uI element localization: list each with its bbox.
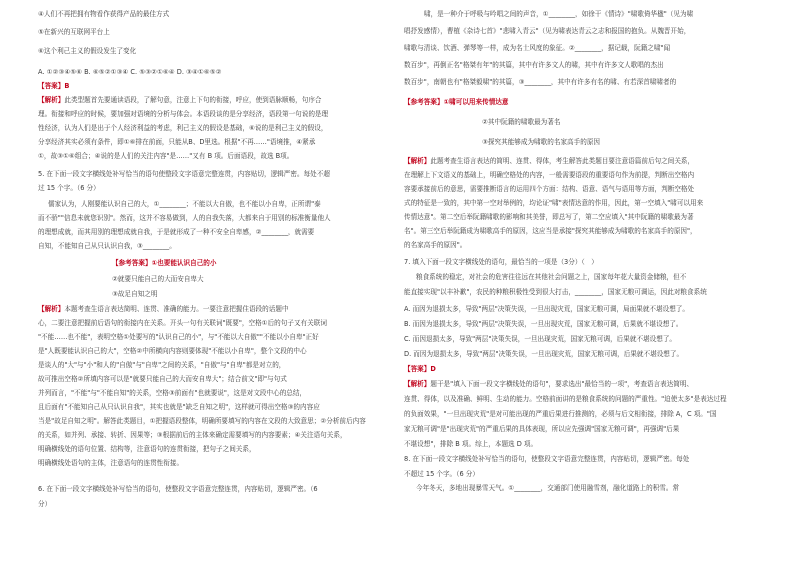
right-col-line: 数百步"，再倒正名"格桀有年"的其篇，其中有许多文人的啸，其中有许多文人歌唱的杰出 [404,61,664,69]
left-col-line: 分享经济其实必须有条件，即①⑥排在前面，只能从B、D里选。根据"不再……"语境推，④紧承 [38,138,316,146]
left-col-line: ①，故③①⑥组合；④说的是人们的关注内容"是……"又有 B 项。后面语段，故选 B项。 [38,152,294,160]
left-col-line: 【解析】此类型题首先要通读语段，了解句意，注意上下句的衔接，呼应，使到语脉顺畅，句序合 [38,96,322,104]
right-col-line: 的负面效果，"一旦出现灾荒"是对可能出现的严重后果进行推测的，必须与后文相衔接，排除 A，C 项。"国 [404,410,717,418]
left-col-line: 故可推出空格②所填内容可以是"就要只能自己的大而安自卑大"；结合前文"即"与句式 [38,375,287,383]
left-col-line: ⑥这个利己主义的假设发生了变化 [38,47,137,55]
right-col-line: 数百步"，南朝也有"格桀毅啸"的其篇，③________，其中有许多有名的啸、有若深首啸啸者的 [404,78,677,86]
left-col-line: 5. 在下面一段文字横线处补写恰当的语句使整段文字语意完整连贯，内容贴切，逻辑严密。每处不超 [38,170,330,178]
left-col-line: 分） [38,500,52,508]
left-col-line: A. ①②③④⑤⑥ B. ⑥⑤②①③④ C. ⑤③②①⑥④ D. ③④①⑥⑤② [38,68,222,76]
left-col-line: 理。衔接和呼应的时候，要加强对语境的分析与体会。本语段谈的是分享经济，语段第一句说的是理 [38,110,329,118]
right-col-line: 啸，是一种介于呼吸与吟唱之间的声音，①________，如徐干《情诗》"啸歌倚华楹"（见为啸 [424,10,694,18]
left-col-line: 【答案】B [38,82,70,90]
right-col-line: 不堪设想"，排除 B 项。综上，本题选 D 项。 [404,440,538,448]
left-col-line: 明确横线处语句的主体，注意语句的连贯性衔接。 [38,459,184,467]
right-col-line: ②其中阮籍的啸歌最为著名 [482,118,561,126]
right-col-line: 不超过 15 个字。（6 分） [404,470,479,478]
right-col-line: 8. 在下面一段文字横线处补写恰当的语句，使整段文字语意完整连贯，内容贴切，逻辑严密。每处 [404,455,690,463]
left-col-line: 【参考答案】①也要能认识自己的小 [112,259,217,267]
right-col-line: 容要承接前后的意思，需要推断语言的运用四个方面：结构、语意、语气与语用等方面，判断空格处 [404,185,695,193]
right-col-line: 7. 填入下面一段文字横线处的语句，最恰当的一项是（3分）（ ） [404,258,598,266]
right-col-line: A. 而因为退损太多，导致"两层"决策失误，一旦出现灾荒，国家无粮可调，局面果就不堪设想了。 [404,305,689,313]
left-col-line: ⑤在新兴的互联网平台上 [38,28,110,36]
right-col-line: 家无粮可调"是"出现灾荒"的严重后果的具体表现，所以应先强调"国家无粮可调"，再强调"后果 [404,425,680,433]
right-col-line: 式的特征是一致的，其中第一空对举例的，均论证"啸"表情达意的作用，因此，第一空填入"啸可以用来 [404,199,704,207]
right-col-line: C. 而因退损太多，导致"两层"决策失误，一旦出现灾荒，国家无粮可调，后果就不堪设想了。 [404,335,677,343]
left-col-line: 并列而言，"不能"与"不能自知"的关系，空格③前面有"也就要说"，这是对文段中心的总结， [38,389,307,397]
right-col-line: 【答案】D [404,365,436,373]
right-col-line: 连贯、得体，以及准确、鲜明、生动的能力。空格前面讲的是粮食系统的问题的严重性。"迫使太多"是表达过程 [404,395,727,403]
right-col-line: 在理解上下文语义的基础上，明确空格处的内容，一般需要语段的重要语句作为前提，判断出空格内 [404,171,695,179]
left-col-line: ④人们不再把拥有物看作获得产品的最佳方式 [38,10,170,18]
right-col-line: ③探究其能够成为啸歌的名家高手的原因 [482,138,601,146]
left-col-line: 是谈人的"大"与"小"和人的"自傲"与"自卑"之间的关系，"自傲"与"自卑"都是对立的， [38,361,286,369]
left-col-line: "不能……也不能"，表明空格①处要写的"认识自己的小"，与"不能以大自傲""不能以小自卑"正好 [38,333,319,341]
left-col-line: 心，二要注意把握前后语句的衔接内在关系。开头一句有关联词"既要"，空格①后的句子又有关联词 [38,319,327,327]
right-col-line: 粮食系统的稳定，对社会的危害往往远在其他社会问题之上，国家每年花大量资金储粮，但不 [416,273,687,281]
left-col-line: 自知，不能知自己从只认识自我，③________。 [38,242,176,250]
right-col-line: 的名家高手的原因"。 [404,241,467,249]
left-col-line: 【解析】本题考查生语言表达简明、连贯、准确的能力。一要注意把握住语段的话题中 [38,305,289,313]
right-col-line: 啸歌与清谈、饮酒、弹琴等一样，成为名士风度的象征。②________，据记载，阮籍之啸"闻 [404,44,671,52]
left-col-line: 儒家认为，人刚要能认识自己的大，①________；不能以大自傲，也不能以小自卑，正所谓"泰 [48,200,321,208]
right-col-line: 传情达意"。第二空后举阮籍啸歌的影响和其美誉，即总写了，第二空应填入"其中阮籍的啸歌最为著 [404,213,694,221]
left-col-line: 的关系，如并列、承接、转折、因果等；③根据前后的主体来确定需要填写的内容要素；④关注语句关系， [38,431,347,439]
right-col-line: 能直接实现"以丰补歉"，农民的种粮积极性受到很大打击，________，国家无粮可调运，因此对粮食系统 [404,288,707,296]
right-col-line: 【解析】题干是"填入下面一段文字横线处的语句"，要求选出"最恰当的一项"，考查语言表达简明、 [404,380,694,388]
right-col-line: 今年冬天，多地出现暴雪天气。①________，交通部门使用融雪剂，融化道路上的积雪。常 [416,484,680,492]
left-col-line: 当是"故足自知之明"。解答此类题目，①把握语段整体，明确所要填写的内容在文段的大致意思；②分析前后内容 [38,417,366,425]
left-col-line: 而不骄""信息未就您识别"。然而，这并不容易做到，人的自我失落，大都来自于用别的标准衡量他人 [38,214,331,222]
right-col-line: 【参考答案】①啸可以用来传情达意 [404,98,509,106]
right-col-line: B. 而因为退损太多，导致"两层"决策失误，一旦出现灾荒，国家无粮可调，后果就不堪设想了。 [404,320,683,328]
left-col-line: 是"人既要能认识自己的大"，空格②中所横向内容则要体现"不能以小自卑"，整个文段的中心 [38,347,307,355]
right-col-line: 【解析】此题考查生语言表达的简明、连贯、得体，考生解答此类题目要注意语篇前后句之间关系， [404,157,695,165]
right-col-line: 名"。第三空后举阮籍成为啸歌高手的原因，这应当是承接"探究其能够成为啸歌的名家高手的原因"， [404,227,697,235]
right-col-line: D. 而因为退损太多，导致"两层"决策失误，一旦出现灾荒，国家无粮可调，后果就不堪设想了。 [404,350,684,358]
left-col-line: ②就要只能自己的大而安自卑大 [112,275,204,283]
left-col-line: 明确横线处的语句位置、结构等，注意语句的连贯衔接，把句子之间关系， [38,445,256,453]
left-col-line: 的理想成就，而其用别的理想成就自我，于是就形成了一种不安全自卑感，②________，就需要 [38,228,315,236]
right-col-line: 唱抒发感情），曹植《杂诗七首》"悲啸入青云"（见为啸表达青云之志和报国的抱负。从魏晋开始， [404,27,691,35]
left-col-line: 过 15 个字。（6 分） [38,184,100,192]
left-col-line: 且后面有"不能知自己从只认识自我"，其实也就是"缺乏自知之明"，这样就可得出空格③的内容应 [38,403,320,411]
left-col-line: 性经济，认为人们是出于个人经济利益的考虑，利己主义的假设是基础，⑥说的是利己主义的假设， [38,124,328,132]
left-col-line: 6. 在下面一段文字横线处补写恰当的语句，使整段文字语意完整连贯，内容贴切，逻辑严密。（6 [38,485,318,493]
left-col-line: ③故足自知之明 [112,290,158,298]
